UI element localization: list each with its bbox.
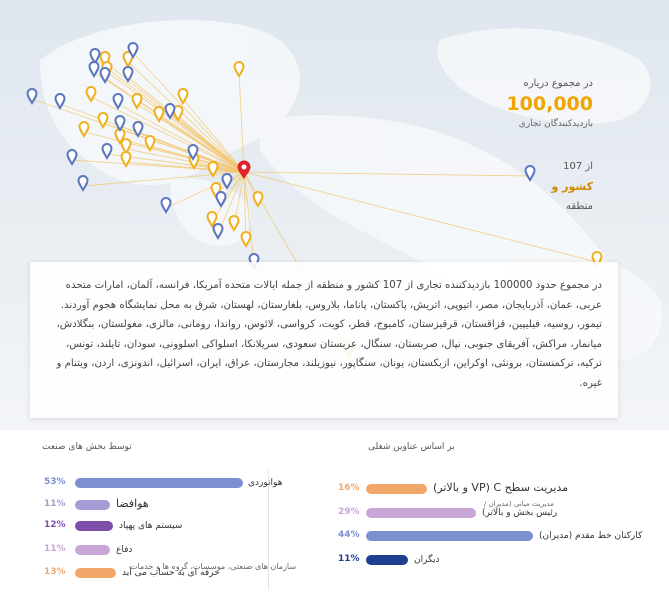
industry-percent: 11%: [44, 544, 66, 554]
industry-bar: [75, 568, 116, 578]
yellow-location-pin-icon: [242, 232, 251, 246]
blue-location-pin-icon: [79, 176, 88, 190]
industry-percent: 53%: [44, 477, 66, 487]
blue-location-pin-icon: [162, 198, 171, 212]
industry-label-overlay: سازمان های صنعتی، موسسات، گروه ها و خدمات: [130, 562, 297, 571]
country-count: از 107: [563, 161, 593, 172]
jobtitle-percent: 16%: [338, 483, 360, 493]
jobtitle-bar: [366, 531, 533, 541]
industry-percent: 12%: [44, 520, 66, 530]
jobtitle-label-overlay: مدیریت میانی (مدیران /: [484, 500, 554, 508]
industry-bar: [75, 545, 110, 555]
description-text: در مجموع حدود 100000 بازدیدکننده تجاری از 107 کشور و منطقه از جمله ایالات متحده آمریکا، فرانسه، آلمان، امارات متحده عربی، عمان، آذربایجان، مصر، اتیوپی، اتریش، پاکستان، پاناما، بلاروس، بلغارستان، لهستان، شرق به محل نمایشگاه هجوم آوردند. تیمور، روسیه، فیلیپین، قزاقستان، قرقیزستان، کامبوج، قطر، کویت، کرواسی، لائوس، رواندا، رومانی، مالزی، مغولستان، بنگلادش، میانمار، مراکش، آفریقای جنوبی، نپال، صربستان، سنگال، عربستان سعودی، سریلانکا، اسلواکی اسلوونی، سودان، تایلند، تونس، ترکیه، ترکمنستان، برونئی، اوکراین، ازبکستان، یونان، سنگاپور، نیوزیلند، مجارستان، عراق، ایران، اسرائیل، اندونزی، اردن، ویتنام و غیره.: [56, 280, 602, 389]
industry-percent: 11%: [44, 499, 66, 509]
industry-label: هوانوردی: [248, 478, 283, 488]
visitor-count: 100,000: [506, 93, 593, 115]
jobtitle-percent: 29%: [338, 507, 360, 517]
jobtitle-label: دیگران: [414, 555, 440, 565]
jobtitle-percent: 44%: [338, 530, 360, 540]
region-label: منطقه: [566, 201, 593, 212]
jobtitle-percent: 11%: [338, 554, 360, 564]
description-card: [30, 262, 618, 418]
jobtitle-label: مدیریت سطح C (VP و بالاتر): [433, 481, 569, 494]
jobtitle-bar: [366, 508, 476, 518]
jobtitle-label: کارکنان خط مقدم (مدیران): [539, 531, 643, 541]
industry-percent: 13%: [44, 567, 66, 577]
industry-label: دفاع: [116, 545, 133, 555]
blue-location-pin-icon: [68, 150, 77, 164]
industry-panel-title: توسط بخش های صنعت: [42, 442, 132, 452]
jobtitle-bar: [366, 555, 408, 565]
blue-location-pin-icon: [223, 174, 232, 188]
blue-location-pin-icon: [28, 89, 37, 103]
industry-label: هوافضا: [116, 497, 149, 510]
jobtitle-panel-title: بر اساس عناوین شغلی: [368, 442, 455, 452]
industry-bar: [75, 478, 243, 488]
hub-location-pin-icon: [238, 161, 251, 180]
yellow-location-pin-icon: [254, 192, 263, 206]
industry-label: حرفه ای به حساب می آید: [122, 568, 220, 578]
jobtitle-bar: [366, 484, 427, 494]
visitor-label: بازدیدکنندگان تجاری: [518, 119, 593, 129]
industry-bar: [75, 500, 110, 510]
stats-intro: در مجموع دریاره: [523, 78, 593, 89]
jobtitle-label: رئیس بخش و بالاتر): [482, 508, 558, 518]
yellow-location-pin-icon: [209, 162, 218, 176]
countries-label: کشور و: [551, 180, 593, 193]
visitor-stats: [463, 78, 593, 212]
industry-label: سیستم های پهپاد: [119, 521, 183, 531]
industry-axis-line: [268, 470, 269, 590]
industry-bar: [75, 521, 113, 531]
